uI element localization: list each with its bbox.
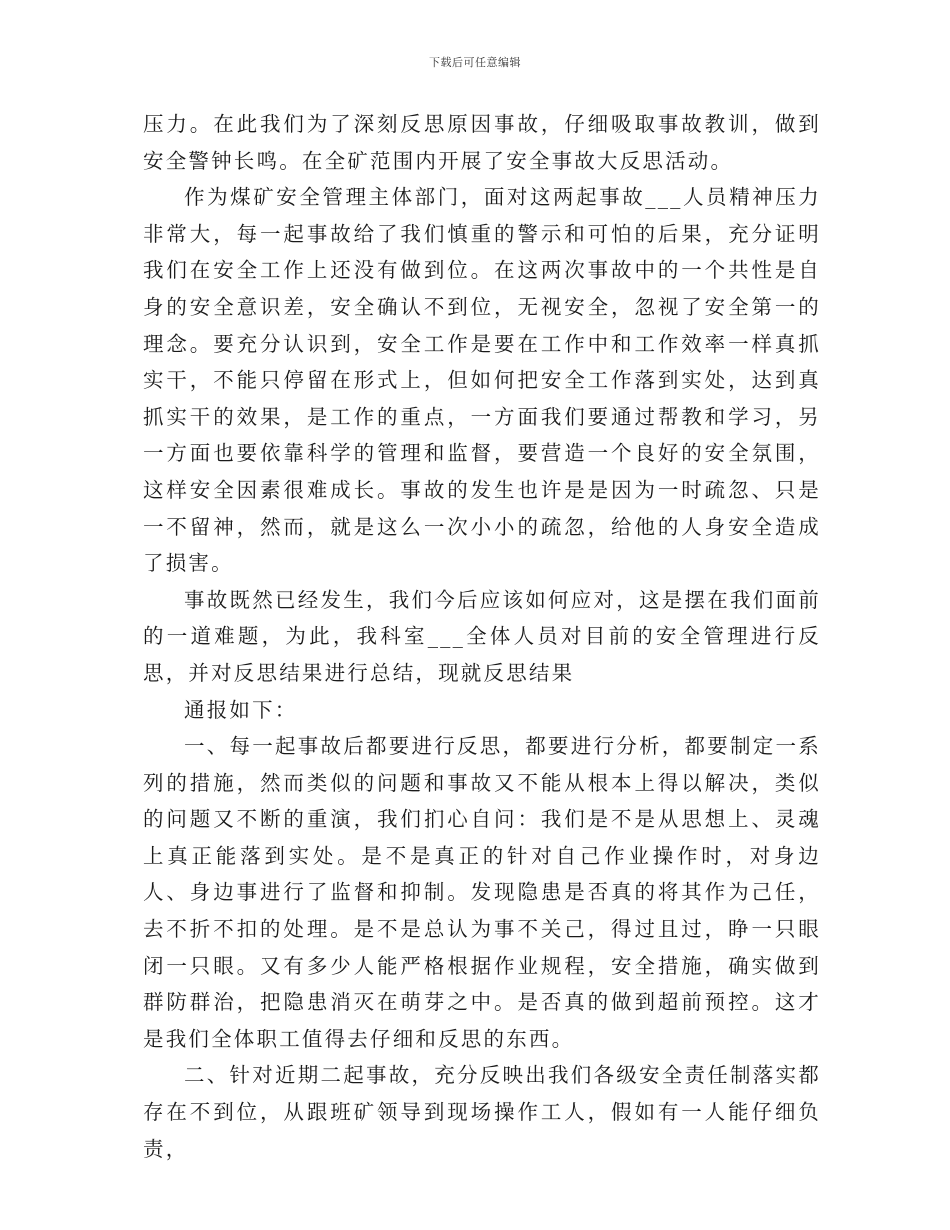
paragraph-3: 事故既然已经发生，我们今后应该如何应对，这是摆在我们面前的一道难题，为此，我科室___全体人员对目前的安全管理进行反思，并对反思结果进行总结，现就反思结果 [143,587,821,685]
paragraph-2: 作为煤矿安全管理主体部门，面对这两起事故___人员精神压力非常大，每一起事故给了我们慎重的警示和可怕的后果，充分证明我们在安全工作上还没有做到位。在这两次事故中的一个共性是自身的安全意识差，安全确认不到位，无视安全，忽视了安全第一的理念。要充分认识到，安全工作是要在工作中和工作效率一样真抓实干，不能只停留在形式上，但如何把安全工作落到实处，达到真抓实干的效果，是工作的重点，一方面我们要通过帮教和学习，另一方面也要依靠科学的管理和监督，要营造一个良好的安全氛围，这样安全因素很难成长。事故的发生也许是是因为一时疏忽、只是一不留神，然而，就是这么一次小小的疏忽，给他的人身安全造成了损害。 [143,185,821,576]
paragraph-5: 一、每一起事故后都要进行反思，都要进行分析，都要制定一系列的措施，然而类似的问题和事故又不能从根本上得以解决，类似的问题又不断的重演，我们扪心自问：我们是不是从思想上、灵魂上真正能落到实处。是不是真正的针对自己作业操作时，对身边人、身边事进行了监督和抑制。发现隐患是否真的将其作为己任，去不折不扣的处理。是不是总认为事不关己，得过且过，睁一只眼闭一只眼。又有多少人能严格根据作业规程，安全措施，确实做到群防群治，把隐患消灭在萌芽之中。是否真的做到超前预控。这才是我们全体职工值得去仔细和反思的东西。 [143,734,821,1051]
paragraph-6: 二、针对近期二起事故，充分反映出我们各级安全责任制落实都存在不到位，从跟班矿领导到现场操作工人，假如有一人能仔细负责， [143,1063,821,1161]
document-body [143,106,821,1167]
paragraph-4: 通报如下： [184,697,298,722]
paragraph-1: 压力。在此我们为了深刻反思原因事故，仔细吸取事故教训，做到安全警钟长鸣。在全矿范围内开展了安全事故大反思活动。 [143,112,821,173]
header-note: 下载后可任意编辑 [429,56,521,69]
